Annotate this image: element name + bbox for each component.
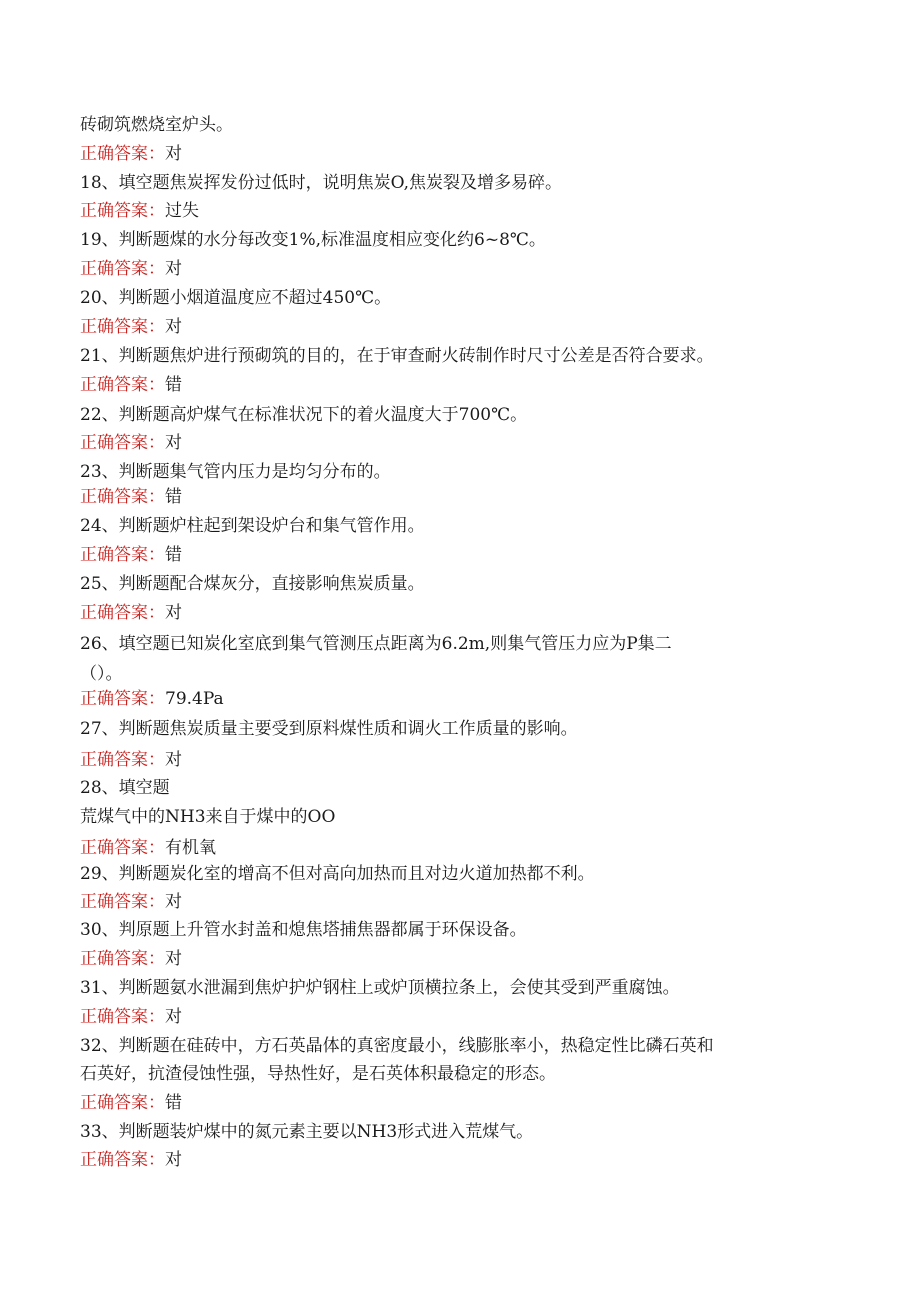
question-text: 30、判原题上升管水封盖和熄焦塔捕焦器都属于环保设备。 (80, 920, 527, 940)
answer-label: 正确答案： (80, 892, 165, 912)
answer-label: 正确答案： (80, 259, 165, 279)
answer-value: 对 (165, 317, 182, 337)
answer-label: 正确答案： (80, 375, 165, 395)
answer-label: 正确答案： (80, 838, 165, 858)
answer-line (80, 316, 840, 338)
answer-line (80, 486, 840, 508)
answer-line (80, 891, 840, 913)
answer-line (80, 749, 840, 771)
answer-line (80, 1149, 840, 1171)
question-text: 荒煤气中的NH3来自于煤中的OO (80, 807, 336, 827)
answer-value: 错 (165, 1093, 182, 1113)
answer-label: 正确答案： (80, 144, 165, 164)
question-text: 21、判断题焦炉进行预砌筑的目的，在于审查耐火砖制作时尺寸公差是否符合要求。 (80, 346, 714, 366)
question-text: 25、判断题配合煤灰分，直接影响焦炭质量。 (80, 574, 425, 594)
question-text: 28、填空题 (80, 778, 170, 798)
answer-line (80, 258, 840, 280)
answer-line (80, 432, 840, 454)
answer-label: 正确答案： (80, 433, 165, 453)
answer-label: 正确答案： (80, 603, 165, 623)
question-text: 32、判断题在硅砖中，方石英晶体的真密度最小，线膨胀率小，热稳定性比磷石英和 (80, 1036, 714, 1056)
answer-label: 正确答案： (80, 487, 165, 507)
answer-label: 正确答案： (80, 1150, 165, 1170)
question-text: 23、判断题集气管内压力是均匀分布的。 (80, 462, 391, 482)
answer-line (80, 1006, 840, 1028)
question-text: 33、判断题装炉煤中的氮元素主要以NH3形式进入荒煤气。 (80, 1122, 534, 1142)
answer-value: 过失 (165, 201, 199, 221)
answer-line (80, 1092, 840, 1114)
answer-value: 对 (165, 1150, 182, 1170)
answer-value: 对 (165, 1007, 182, 1027)
answer-value: 错 (165, 545, 182, 565)
answer-label: 正确答案： (80, 689, 165, 709)
question-text: 29、判断题炭化室的增高不但对高向加热而且对边火道加热都不利。 (80, 864, 595, 884)
answer-line (80, 143, 840, 165)
question-text: 石英好，抗渣侵蚀性强，导热性好，是石英体积最稳定的形态。 (80, 1064, 556, 1084)
question-text: 24、判断题炉柱起到架设炉台和集气管作用。 (80, 516, 425, 536)
answer-line (80, 837, 840, 859)
question-text: 22、判断题高炉煤气在标准状况下的着火温度大于700℃。 (80, 405, 528, 425)
answer-label: 正确答案： (80, 750, 165, 770)
answer-value: 对 (165, 433, 182, 453)
answer-value: 对 (165, 603, 182, 623)
answer-label: 正确答案： (80, 201, 165, 221)
answer-label: 正确答案： (80, 1093, 165, 1113)
answer-value: 对 (165, 259, 182, 279)
answer-label: 正确答案： (80, 949, 165, 969)
answer-line (80, 200, 840, 222)
answer-value: 对 (165, 750, 182, 770)
answer-value: 错 (165, 487, 182, 507)
question-text: 20、判断题小烟道温度应不超过450℃。 (80, 288, 392, 308)
question-text: 砖砌筑燃烧室炉头。 (80, 115, 233, 135)
answer-value: 对 (165, 949, 182, 969)
question-text: 31、判断题氨水泄漏到焦炉护炉钢柱上或炉顶横拉条上，会使其受到严重腐蚀。 (80, 978, 680, 998)
question-text: （）。 (80, 664, 123, 684)
answer-line (80, 688, 840, 710)
answer-label: 正确答案： (80, 545, 165, 565)
answer-line (80, 544, 840, 566)
answer-value: 错 (165, 375, 182, 395)
question-text: 19、判断题煤的水分每改变1%,标准温度相应变化约6~8℃。 (80, 230, 546, 250)
question-text: 26、填空题已知炭化室底到集气管测压点距离为6.2m,则集气管压力应为P集二 (80, 634, 672, 654)
question-text: 27、判断题焦炭质量主要受到原料煤性质和调火工作质量的影响。 (80, 719, 578, 739)
answer-line (80, 948, 840, 970)
answer-value: 对 (165, 144, 182, 164)
answer-line (80, 374, 840, 396)
answer-value: 对 (165, 892, 182, 912)
answer-label: 正确答案： (80, 317, 165, 337)
answer-value: 79.4Pa (165, 689, 224, 709)
answer-line (80, 602, 840, 624)
question-text: 18、填空题焦炭挥发份过低时，说明焦炭O,焦炭裂及增多易碎。 (80, 173, 562, 193)
answer-label: 正确答案： (80, 1007, 165, 1027)
answer-value: 有机氧 (165, 838, 216, 858)
